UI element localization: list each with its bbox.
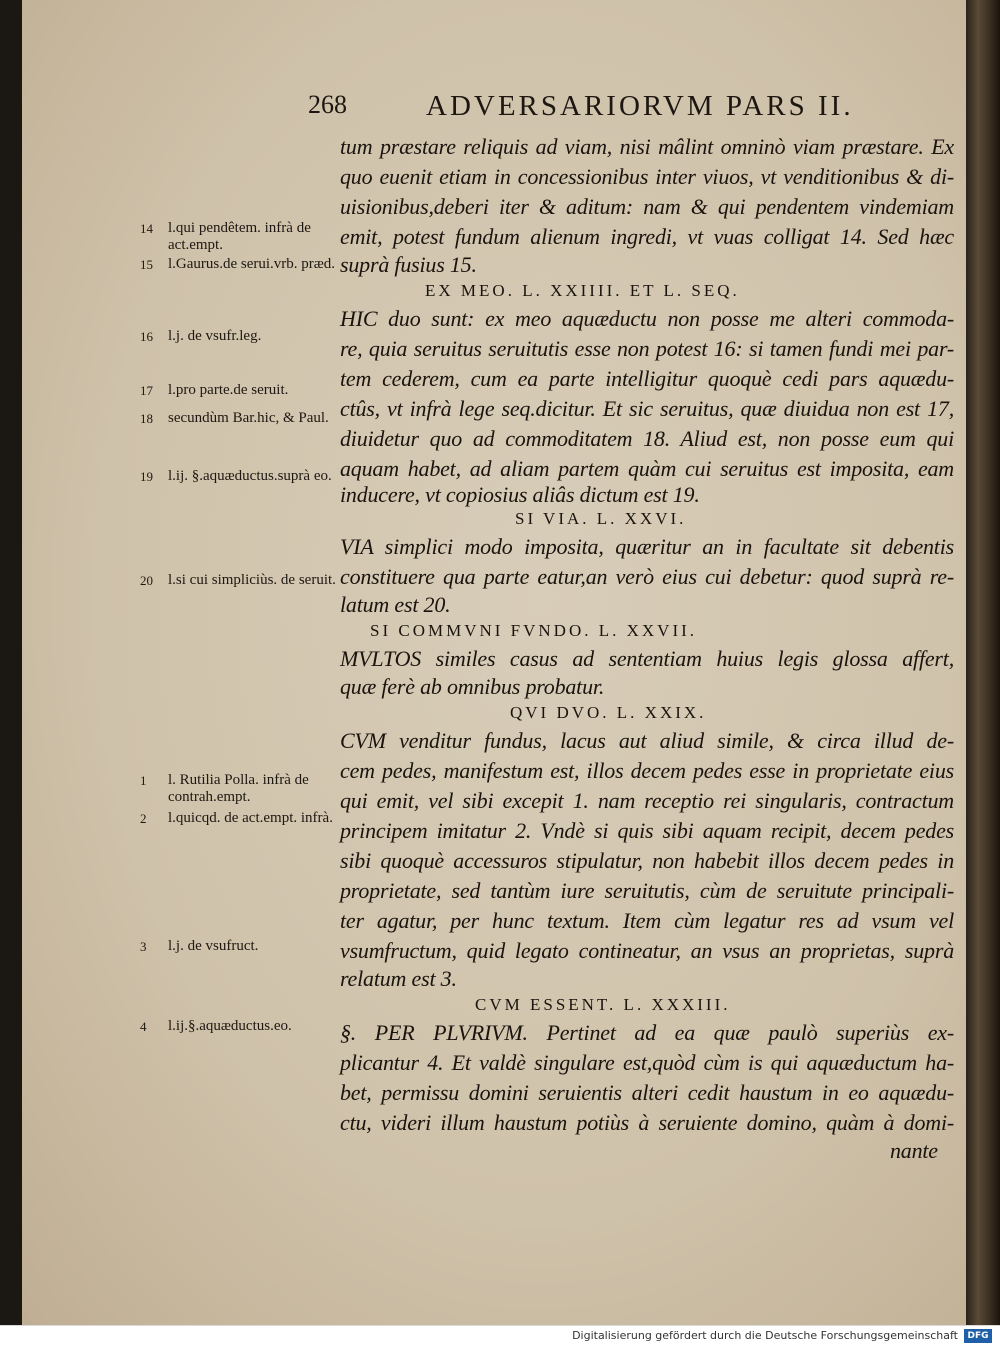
text-line: relatum est 3. [340,966,457,991]
note-number: 17 [140,383,153,398]
note-text: l. Rutilia Polla. infrà de contrah.empt. [168,772,309,805]
text-line: tum præstare reliquis ad viam, nisi mâlint omninò viam præstare. Ex [340,134,954,159]
text-line: bet, permissu domini seruientis alteri cedit haustum in eo aquædu- [340,1080,954,1105]
text-line: ctu, videri illum haustum potiùs à seruiente domino, quàm à domi- [340,1110,954,1135]
catchword: nante [890,1138,938,1163]
note-text: l.ij. §.aquæductus.suprà eo. [168,468,332,484]
page-number: 268 [308,90,347,119]
text-line: tem cederem, cum ea parte intelligitur quoquè cedi pars aquædu- [340,366,954,391]
note-number: 3 [140,939,147,954]
text-line: CVM venditur fundus, lacus aut aliud simile, & circa illud de- [340,728,954,753]
note-number: 4 [140,1019,147,1034]
text-line: VIA simplici modo imposita, quæritur an in facultate sit debentis [340,534,954,559]
note-number: 14 [140,221,153,236]
note-number: 18 [140,411,153,426]
text-line: ter agatur, per hunc textum. Item cùm legatur res ad vsum vel [340,908,954,933]
text-line: latum est 20. [340,592,451,617]
note-number: 15 [140,257,153,272]
section-heading: CVM ESSENT. L. XXXIII. [475,995,731,1014]
note-text: l.quicqd. de act.empt. infrà. [168,810,333,826]
text-line: quæ ferè ab omnibus probatur. [340,674,605,699]
section-heading: EX MEO. L. XXIIII. ET L. SEQ. [425,281,740,300]
note-text: secundùm Bar.hic, & Paul. [168,410,329,426]
note-text: l.j. de vsufr.leg. [168,328,262,344]
note-text: l.si cui simpliciùs. de seruit. [168,572,336,588]
text-line: MVLTOS similes casus ad sententiam huius legis glossa affert, [340,646,954,671]
note-number: 1 [140,773,147,788]
note-text: l.j. de vsufruct. [168,938,259,954]
page-header [308,90,888,126]
text-line: sibi quoquè accessuros stipulatur, non habebit illos decem pedes in [340,848,954,873]
note-number: 2 [140,811,147,826]
viewer-footer [0,1325,1000,1348]
text-line: uisionibus,deberi iter & aditum: nam & qui pendentem vindemiam [340,194,954,219]
text-line: qui emit, vel sibi excepit 1. nam receptio rei singularis, contractum [340,788,954,813]
note-number: 20 [140,573,153,588]
section-heading: SI VIA. L. XXVI. [515,509,687,528]
text-line: re, quia seruitus seruitutis esse non potest 16: si tamen fundi mei par- [340,336,954,361]
text-line: aquam habet, ad aliam partem quàm cui seruitus est imposita, eam [340,456,954,481]
text-line: diuidetur quo ad commoditatem 18. Aliud est, non posse eum qui [340,426,954,451]
text-line: principem imitatur 2. Vndè si quis sibi aquam recipit, decem pedes [340,818,954,843]
text-line: proprietate, sed tantùm iure seruitutis, cùm de seruitute principali- [340,878,954,903]
text-line: constituere qua parte eatur,an verò eius cui debetur: quod suprà re- [340,564,954,589]
text-line: emit, potest fundum alienum ingredi, vt vuas colligat 14. Sed hæc [340,224,954,249]
note-text: l.Gaurus.de serui.vrb. præd. [168,256,336,272]
note-number: 16 [140,329,153,344]
note-number: 19 [140,469,153,484]
text-line: plicantur 4. Et valdè singulare est,quòd cùm is qui aquæductum ha- [340,1050,954,1075]
section-heading: QVI DVO. L. XXIX. [510,703,707,722]
note-text: l.pro parte.de seruit. [168,382,289,398]
book-binding-edge [966,0,1000,1325]
text-line: vsumfructum, quid legato contineatur, an vsus an proprietas, suprà [340,938,954,963]
dfg-logo[interactable]: DFG [964,1329,992,1343]
text-line: inducere, vt copiosius aliâs dictum est 19. [340,482,700,507]
text-line: §. PER PLVRIVM. Pertinet ad ea quæ paulò superiùs ex- [340,1020,954,1045]
text-line: ctûs, vt infrà lege seq.dicitur. Et sic seruitus, quæ diuidua non est 17, [340,396,954,421]
text-line: quo euenit etiam in concessionibus inter viuos, vt venditionibus & di- [340,164,954,189]
running-title: ADVERSARIORVM PARS II. [426,90,854,122]
text-line: suprà fusius 15. [340,252,477,277]
note-text: l.ij.§.aquæductus.eo. [168,1018,292,1034]
text-line: cem pedes, manifestum est, illos decem pedes esse in proprietate eius [340,758,954,783]
text-line: HIC duo sunt: ex meo aquæductu non posse me alteri commoda- [340,306,954,331]
funding-notice: Digitalisierung gefördert durch die Deutsche Forschungsgemeinschaft [572,1329,958,1342]
note-text: l.qui pendêtem. infrà de act.empt. [168,220,311,253]
section-heading: SI COMMVNI FVNDO. L. XXVII. [370,621,698,640]
